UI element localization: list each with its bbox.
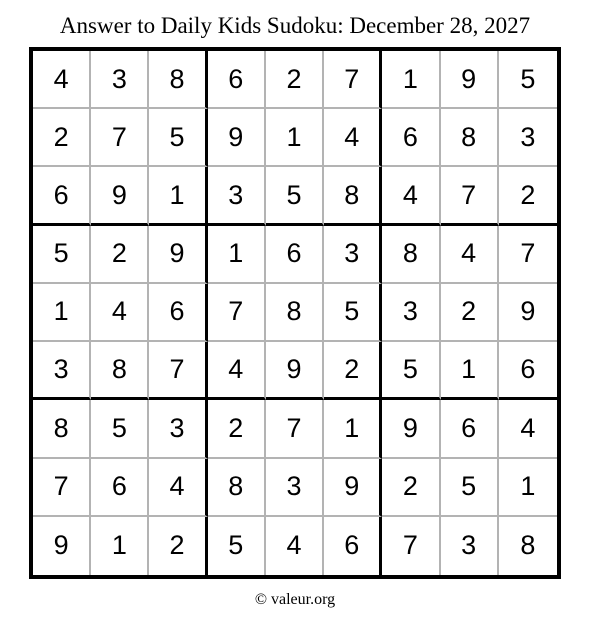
sudoku-cell-r9-c6: 6 [324, 517, 382, 575]
sudoku-cell-r5-c9: 9 [499, 284, 557, 342]
sudoku-cell-r6-c9: 6 [499, 342, 557, 400]
sudoku-cell-r6-c7: 5 [382, 342, 440, 400]
sudoku-cell-r2-c1: 2 [33, 109, 91, 167]
sudoku-cell-r1-c9: 5 [499, 51, 557, 109]
sudoku-cell-r4-c2: 2 [91, 226, 149, 284]
sudoku-cell-r4-c4: 1 [208, 226, 266, 284]
sudoku-cell-r2-c8: 8 [441, 109, 499, 167]
sudoku-cell-r3-c7: 4 [382, 167, 440, 225]
sudoku-cell-r7-c3: 3 [149, 400, 207, 458]
sudoku-cell-r1-c2: 3 [91, 51, 149, 109]
sudoku-cell-r8-c3: 4 [149, 459, 207, 517]
sudoku-cell-r1-c4: 6 [208, 51, 266, 109]
sudoku-grid [29, 47, 561, 579]
sudoku-cell-r5-c3: 6 [149, 284, 207, 342]
page-title: Answer to Daily Kids Sudoku: December 28, 2027 [59, 13, 531, 38]
sudoku-cell-r7-c6: 1 [324, 400, 382, 458]
sudoku-cell-r4-c3: 9 [149, 226, 207, 284]
sudoku-cell-r5-c4: 7 [208, 284, 266, 342]
sudoku-cell-r1-c7: 1 [382, 51, 440, 109]
sudoku-cell-r3-c9: 2 [499, 167, 557, 225]
sudoku-cell-r9-c3: 2 [149, 517, 207, 575]
sudoku-cell-r2-c9: 3 [499, 109, 557, 167]
sudoku-cell-r6-c8: 1 [441, 342, 499, 400]
sudoku-cell-r1-c8: 9 [441, 51, 499, 109]
sudoku-cell-r8-c2: 6 [91, 459, 149, 517]
sudoku-cell-r7-c7: 9 [382, 400, 440, 458]
sudoku-cell-r5-c5: 8 [266, 284, 324, 342]
sudoku-cell-r7-c5: 7 [266, 400, 324, 458]
sudoku-cell-r7-c2: 5 [91, 400, 149, 458]
sudoku-cell-r6-c5: 9 [266, 342, 324, 400]
sudoku-cell-r3-c5: 5 [266, 167, 324, 225]
sudoku-cell-r5-c1: 1 [33, 284, 91, 342]
sudoku-cell-r6-c6: 2 [324, 342, 382, 400]
copyright-footer: © valeur.org [254, 591, 336, 608]
sudoku-cell-r3-c8: 7 [441, 167, 499, 225]
sudoku-cell-r4-c6: 3 [324, 226, 382, 284]
sudoku-cell-r4-c1: 5 [33, 226, 91, 284]
sudoku-cell-r4-c5: 6 [266, 226, 324, 284]
sudoku-cell-r1-c6: 7 [324, 51, 382, 109]
sudoku-cell-r2-c5: 1 [266, 109, 324, 167]
sudoku-cell-r6-c2: 8 [91, 342, 149, 400]
sudoku-cell-r2-c2: 7 [91, 109, 149, 167]
sudoku-cell-r9-c1: 9 [33, 517, 91, 575]
sudoku-cell-r9-c4: 5 [208, 517, 266, 575]
sudoku-cell-r6-c1: 3 [33, 342, 91, 400]
sudoku-cell-r8-c6: 9 [324, 459, 382, 517]
sudoku-cell-r9-c7: 7 [382, 517, 440, 575]
sudoku-cell-r8-c9: 1 [499, 459, 557, 517]
sudoku-cell-r8-c5: 3 [266, 459, 324, 517]
sudoku-cell-r3-c4: 3 [208, 167, 266, 225]
sudoku-cell-r7-c4: 2 [208, 400, 266, 458]
sudoku-cell-r4-c7: 8 [382, 226, 440, 284]
sudoku-cell-r3-c1: 6 [33, 167, 91, 225]
sudoku-cell-r1-c3: 8 [149, 51, 207, 109]
sudoku-cell-r4-c8: 4 [441, 226, 499, 284]
sudoku-cell-r3-c6: 8 [324, 167, 382, 225]
sudoku-cell-r5-c8: 2 [441, 284, 499, 342]
sudoku-cell-r9-c9: 8 [520, 530, 536, 561]
sudoku-cell-r3-c2: 9 [91, 167, 149, 225]
sudoku-cell-r4-c9: 7 [499, 226, 557, 284]
sudoku-cell-r5-c2: 4 [91, 284, 149, 342]
sudoku-cell-r7-c1: 8 [33, 400, 91, 458]
sudoku-cell-r8-c4: 8 [208, 459, 266, 517]
sudoku-cell-r3-c3: 1 [149, 167, 207, 225]
sudoku-cell-r9-c8: 3 [441, 517, 499, 575]
sudoku-cell-r9-c2: 1 [91, 517, 149, 575]
sudoku-cell-r8-c7: 2 [382, 459, 440, 517]
sudoku-cell-r1-c5: 2 [266, 51, 324, 109]
sudoku-cell-r1-c1: 4 [33, 51, 91, 109]
sudoku-cell-r6-c4: 4 [208, 342, 266, 400]
sudoku-cell-r9-c5: 4 [266, 517, 324, 575]
sudoku-cell-r2-c7: 6 [382, 109, 440, 167]
sudoku-cell-r6-c3: 7 [149, 342, 207, 400]
sudoku-cell-r7-c9: 4 [499, 400, 557, 458]
sudoku-cell-r2-c4: 9 [208, 109, 266, 167]
sudoku-cell-r5-c6: 5 [324, 284, 382, 342]
sudoku-cell-r7-c8: 6 [441, 400, 499, 458]
sudoku-cell-r2-c3: 5 [149, 109, 207, 167]
sudoku-cell-r8-c1: 7 [33, 459, 91, 517]
sudoku-cell-r8-c8: 5 [441, 459, 499, 517]
sudoku-cell-r5-c7: 3 [382, 284, 440, 342]
sudoku-cell-r2-c6: 4 [324, 109, 382, 167]
